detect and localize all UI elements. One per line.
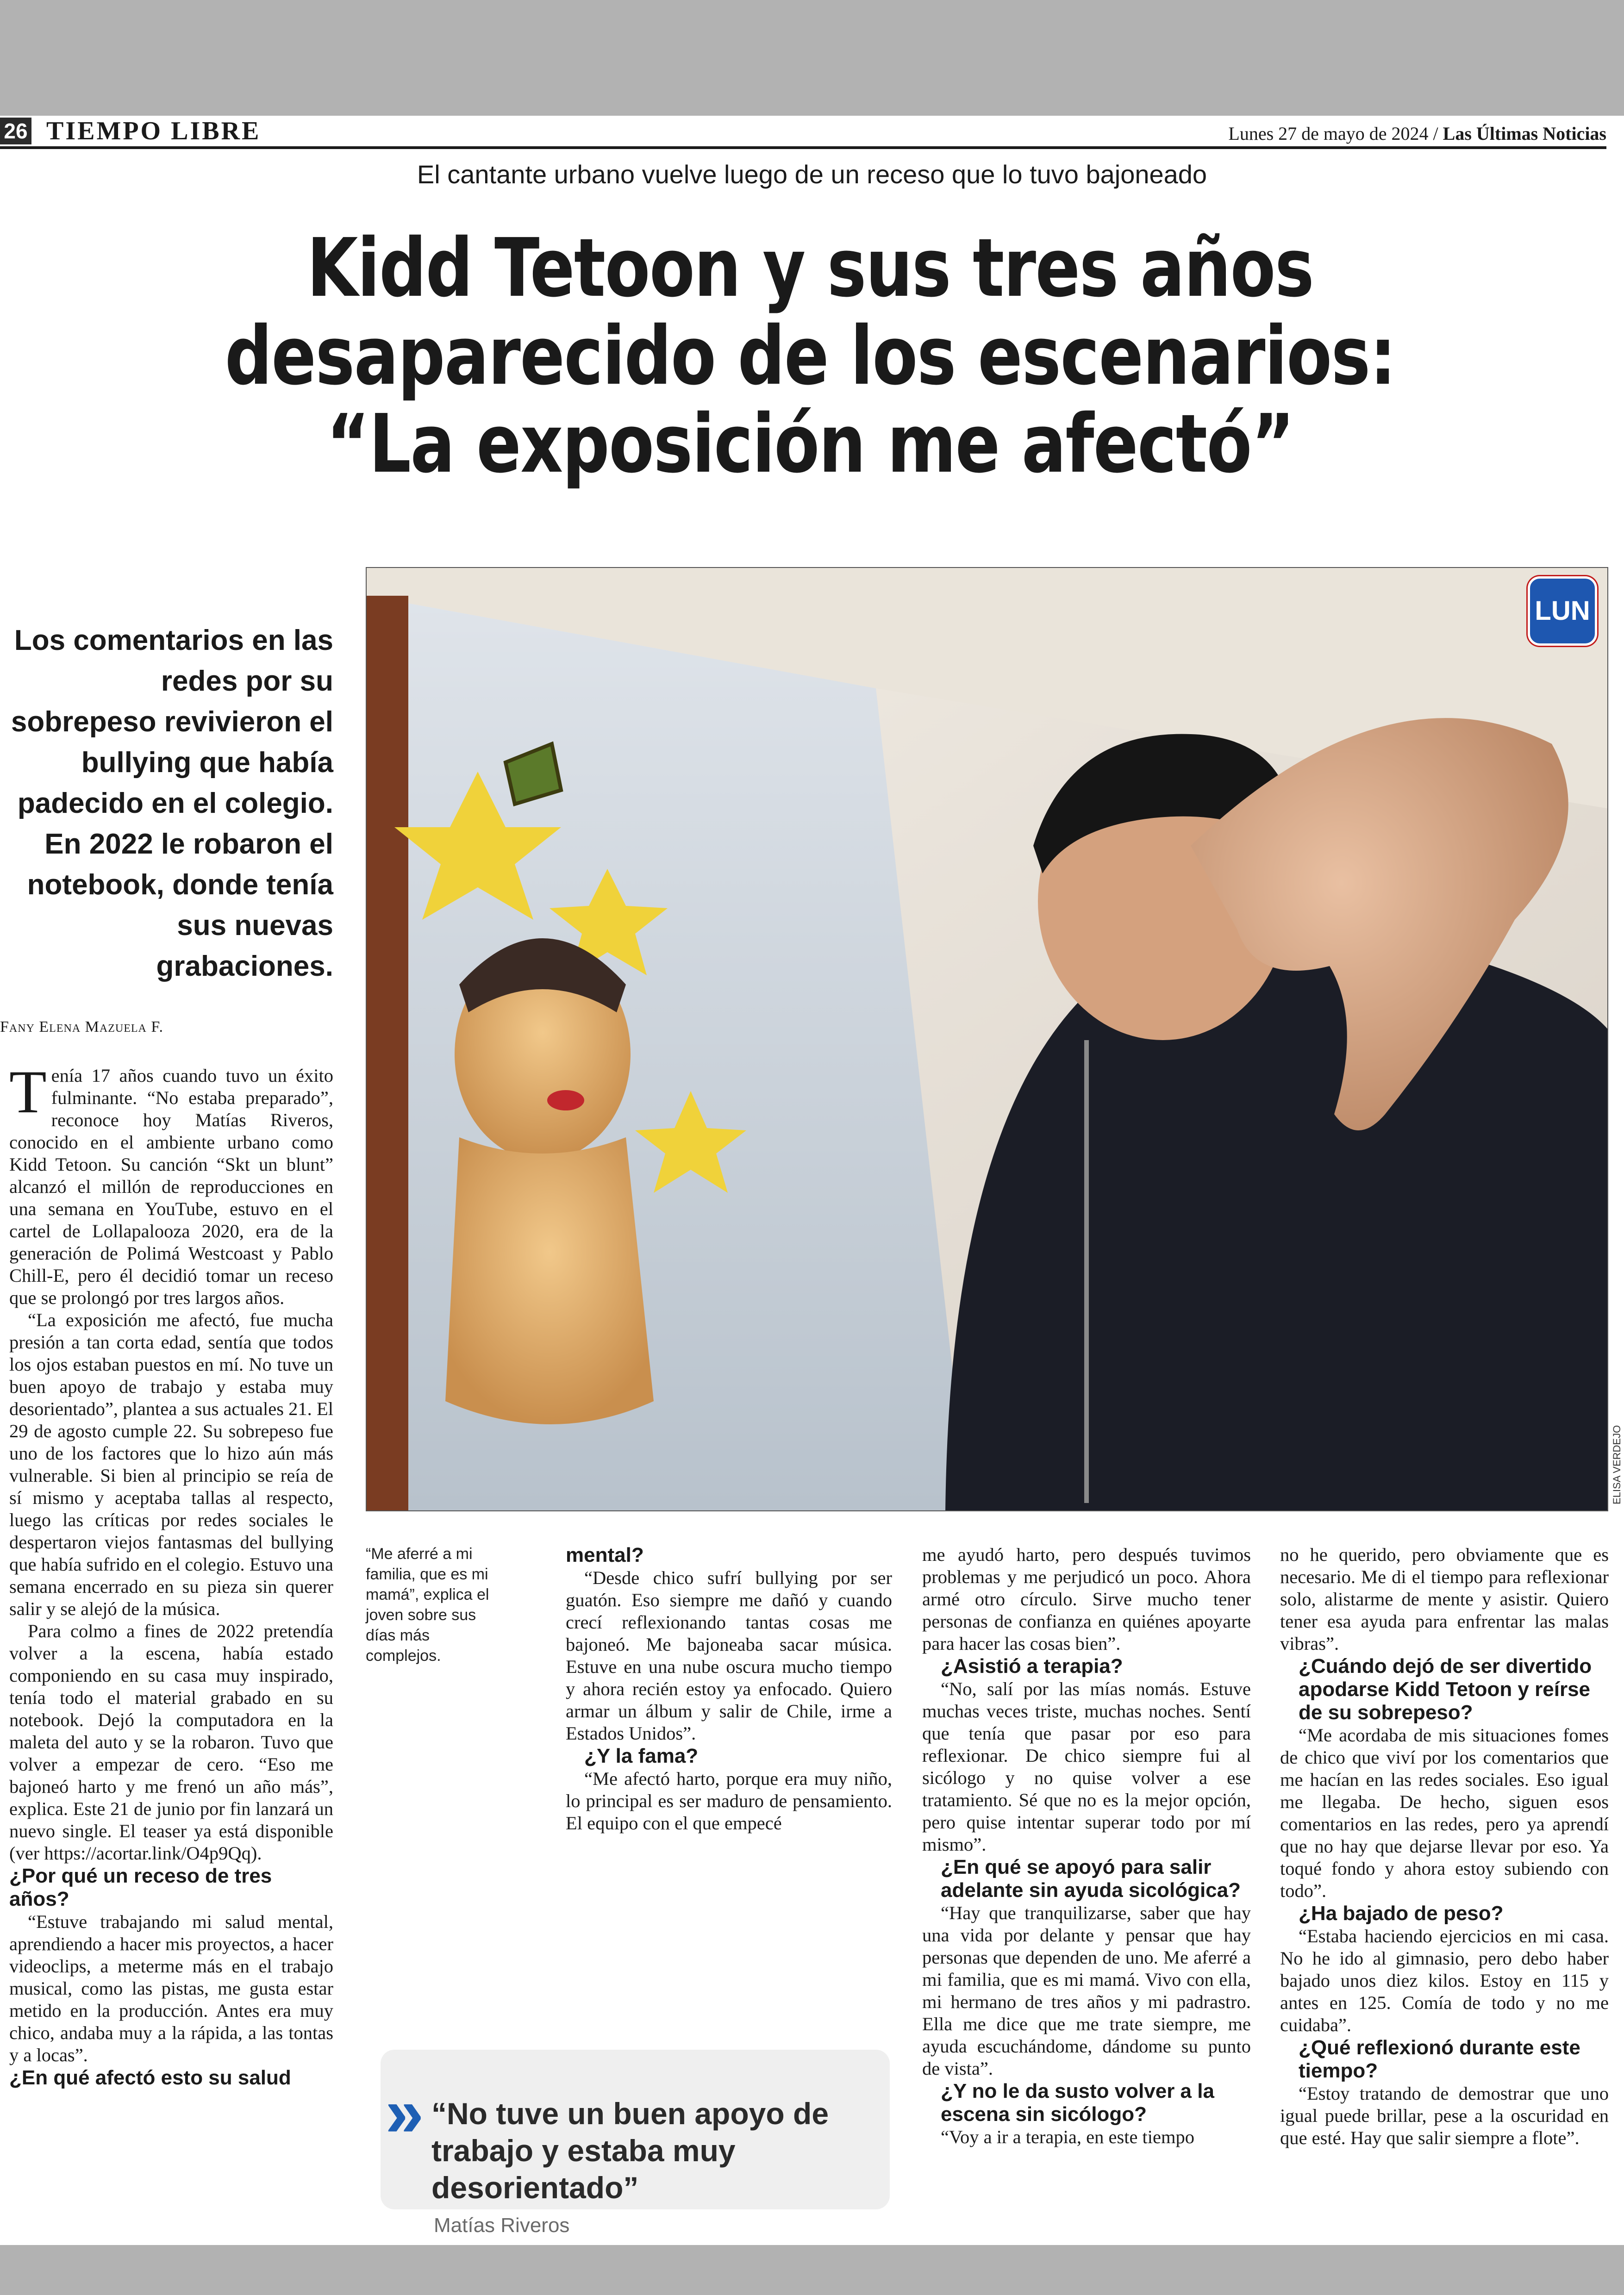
issue-date: Lunes 27 de mayo de 2024 / <box>1228 123 1438 144</box>
interview-answer: “Estaba haciendo ejercicios en mi casa. No he ido al gimnasio, pero debo haber bajado unos diez kilos. Estoy en 115 y antes en 125. Comía de todo y no me cuidaba”. <box>1280 1926 1609 2035</box>
interview-question: ¿Y la fama? <box>584 1745 699 1767</box>
interview-question: ¿Qué reflexionó durante este tiempo? <box>1299 2036 1580 2082</box>
headline-line-1: Kidd Tetoon y sus tres años <box>306 221 1314 315</box>
interview-answer: “Me acordaba de mis situaciones fomes de chico que viví por los comentarios que me hacían en las redes sociales. Eso igual me llegaba. De hecho, siguen esos comentarios en las redes, pero ya aprendí que no hay que dejarse llevar por eso. Ya toqué fondo y ahora estoy subiendo con todo”. <box>1280 1725 1609 1901</box>
interview-question: ¿Cuándo dejó de ser divertido apodarse Kidd Tetoon y reírse de su sobrepeso? <box>1299 1655 1592 1724</box>
section-title: TIEMPO LIBRE <box>46 117 261 145</box>
article-column-4 <box>1280 1544 1609 2149</box>
article-column-1 <box>9 1058 333 2089</box>
article-paragraph: Para colmo a fines de 2022 pretendía volver a la escena, había estado componiendo en su casa muy inspirado, tenía todo el material grabado en su notebook. Dejó la computadora en la maleta del auto y se la robaron. Tuvo que volver a empezar de cero. “Eso me bajoneó harto y me frenó un año más”, explica. Este 21 de junio por fin lanzará un nuevo single. El teaser ya está disponible (ver https://acortar.link/O4p9Qq). <box>9 1621 333 1864</box>
main-photo <box>366 567 1608 1511</box>
photo-credit: ELISA VERDEJO <box>1611 1425 1623 1504</box>
article-column-2 <box>566 1544 892 1834</box>
interview-question: ¿Asistió a terapia? <box>941 1655 1123 1678</box>
interview-question: mental? <box>566 1544 644 1566</box>
interview-answer: “Desde chico sufrí bullying por ser guatón. Eso siempre me dañó y cuando crecí reflexionando tantas cosas me bajoneó. Me bajoneaba sacar música. Estuve en una nube oscura mucho tiempo y ahora recién estoy ya enfocado. Quiero armar un álbum y salir de Chile, irme a Estados Unidos”. <box>566 1567 892 1744</box>
article-column-3 <box>922 1544 1251 2148</box>
interview-answer: no he querido, pero obviamente que es necesario. Me di el tiempo para reflexionar solo, alistarme de mente y asistir. Quiero tener esa ayuda para enfrentar las malas vibras”. <box>1280 1544 1609 1654</box>
interview-answer: “Estuve trabajando mi salud mental, aprendiendo a hacer mis proyectos, a hacer videoclips, a meterme más en el trabajo musical, como las pistas, me gusta estar metido en la producción. Antes era muy chico, andaba muy a la rápida, a las tontas y a locas”. <box>9 1911 333 2065</box>
page-header <box>0 116 1624 148</box>
interview-answer: “Hay que tranquilizarse, saber que hay una vida por delante y pensar que hay personas que dependen de uno. Me aferré a mi familia, que es mi mamá. Vivo con ella, mi hermano de tres años y mi padrastro. Ella me dice que me trate siempre, me ayuda escuchándome, dándome su punto de vista”. <box>922 1902 1251 2079</box>
pull-quote <box>381 2050 890 2237</box>
interview-question: ¿Por qué un receso de tres años? <box>9 1865 272 1910</box>
header-rule <box>0 146 1606 149</box>
newspaper-page <box>0 116 1624 2245</box>
interview-question: ¿En qué se apoyó para salir adelante sin ayuda sicológica? <box>941 1856 1241 1902</box>
drop-cap: T <box>9 1058 47 1126</box>
publication-name: Las Últimas Noticias <box>1443 123 1606 144</box>
headline-line-3: “La exposición me afectó” <box>326 397 1294 491</box>
headline-line-2: desaparecido de los escenarios: <box>225 309 1396 403</box>
interview-question: ¿Ha bajado de peso? <box>1299 1902 1504 1925</box>
article-paragraph: Tenía 17 años cuando tuvo un éxito fulminante. “No estaba preparado”, reconoce hoy Matías Riveros, conocido en el ambiente urbano como Kidd Tetoon. Su canción “Skt un blunt” alcanzó el millón de reproducciones en una semana en YouTube, estuvo en el cartel de Lollapalooza 2020, era de la generación de Polimá Westcoast y Pablo Chill-E, pero él decidió tomar un receso que se prolongó por tres largos años. <box>9 1058 333 1308</box>
interview-question: ¿Y no le da susto volver a la escena sin sicólogo? <box>941 2080 1214 2126</box>
interview-answer: “Me afectó harto, porque era muy niño, lo principal es ser maduro de pensamiento. El equipo con el que empecé <box>566 1768 892 1834</box>
byline: Fany Elena Mazuela F. <box>0 1018 164 1035</box>
interview-answer: “Estoy tratando de demostrar que uno igual puede brillar, pese a la oscuridad en que esté. Hay que salir siempre a flote”. <box>1280 2083 1609 2148</box>
headline <box>184 221 1437 491</box>
article-paragraph: “La exposición me afectó, fue mucha presión a tan corta edad, sentía que todos los ojos estaban puestos en mí. No tuve un buen apoyo de trabajo y estaba muy desorientado”, plantea a sus actuales 21. El 29 de agosto cumple 22. Su sobrepeso fue uno de los factores que lo hizo aún más vulnerable. Si bien al principio se reía de sí mismo y aceptaba tallas al respecto, luego las críticas por redes sociales le despertaron viejos fantasmas del bullying que había sufrido en el colegio. Estuvo una semana encerrado en su pieza sin querer salir y se alejó de la música. <box>9 1310 333 1619</box>
kicker: El cantante urbano vuelve luego de un receso que lo tuvo bajoneado <box>417 160 1207 189</box>
interview-answer: “No, salí por las mías nomás. Estuve muchas veces triste, muchas noches. Sentí que tenía que pasar por eso para reflexionar. De chico siempre fui al sicólogo y no quise volver a ese tratamiento. Sé que no es la mejor opción, pero quise intentar superar todo por mí mismo”. <box>922 1678 1251 1855</box>
pull-quote-text: “No tuve un buen apoyo de trabajo y estaba muy desorientado” <box>431 2096 829 2205</box>
lede: Los comentarios en las redes por su sobrepeso revivieron el bullying que había padecido en el colegio. En 2022 le robaron el notebook, donde tenía sus nuevas grabaciones. <box>11 624 333 982</box>
interview-answer: me ayudó harto, pero después tuvimos problemas y me perjudicó un poco. Ahora armé otro círculo. Sirve mucho tener personas de confianza en quiénes apoyarte para hacer las cosas bien”. <box>922 1544 1251 1654</box>
page-number: 26 <box>0 118 31 144</box>
photo-caption: “Me aferré a mi familia, que es mi mamá”, explica el joven sobre sus días más complejos. <box>366 1545 489 1665</box>
pull-quote-attribution: Matías Riveros <box>434 2214 570 2237</box>
photo-illustration <box>367 568 1608 1511</box>
issue-date-line <box>1228 122 1606 145</box>
lun-logo-badge: LUN <box>1528 576 1597 646</box>
double-chevron-quote-icon: » <box>385 2073 424 2151</box>
interview-question: ¿En qué afectó esto su salud <box>9 2066 291 2089</box>
interview-answer: “Voy a ir a terapia, en este tiempo <box>941 2127 1195 2147</box>
